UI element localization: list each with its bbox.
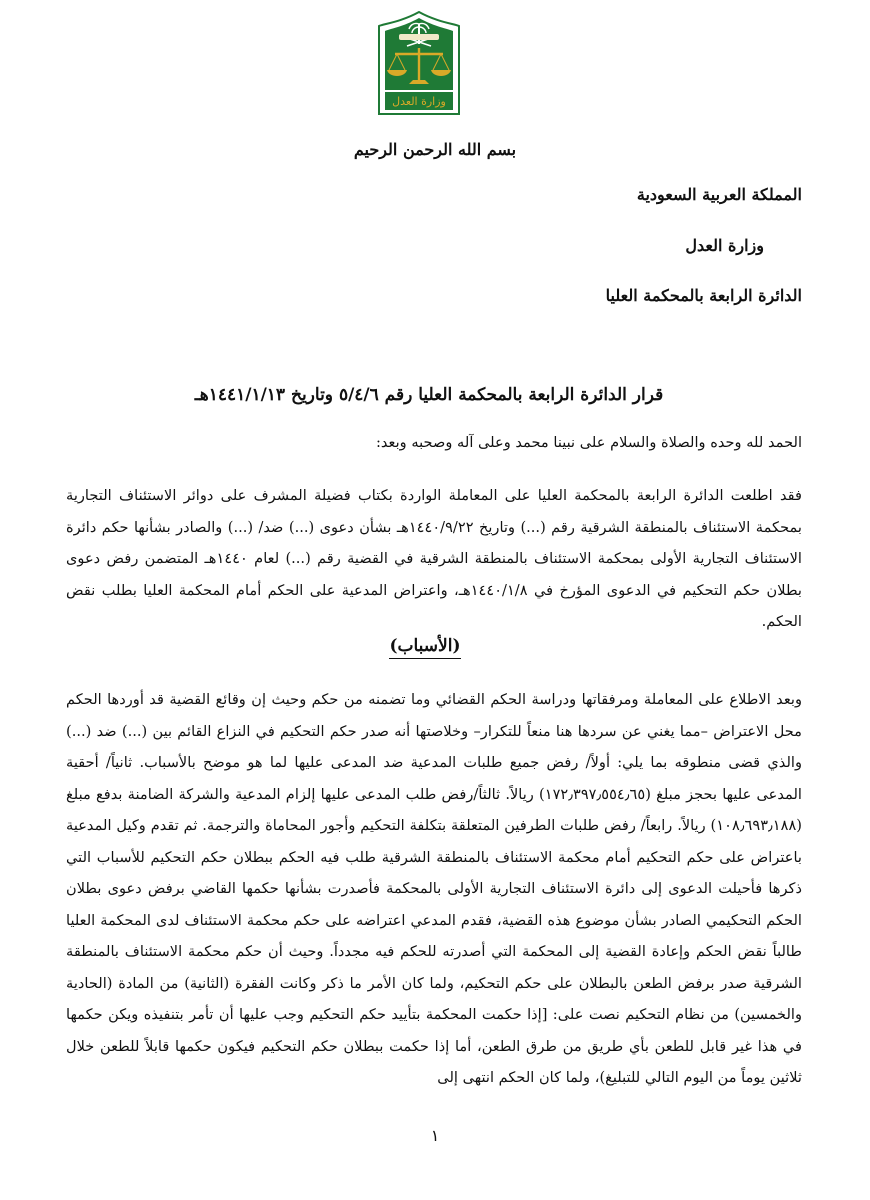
reasons-paragraph: وبعد الاطلاع على المعاملة ومرفقاتها ودراسة الحكم القضائي وما تضمنه من حكم وحيث إن وقائع القضية قد أوردها الحكم محل الاعتراض –مما يغني عن سردها هنا منعاً للتكرار– وخلاصتها أنه صدر حكم التحكيم في النزاع القائم بين (...) ضد (...) والذي قضى منطوقه بما يلي: أولاً/ رفض جميع طلبات المدعية ضد المدعى عليها لما هو موضح بالأسباب. ثانياً/ أحقية المدعى عليها بحجز مبلغ (١٧٢٫٣٩٧٫٥٥٤٫٦٥) ريالاً. ثالثاً/رفض طلب المدعى عليها إلزام المدعية والشركة الضامنة بدفع مبلغ (١٠٨٫٦٩٣٫١٨٨) ريالاً. رابعاً/ رفض طلبات الطرفين المتعلقة بتكلفة التحكيم وأجور المحاماة والترجمة. ثم تقدم وكيل المدعية باعتراض على حكم التحكيم أمام محكمة الاستئناف بالمنطقة الشرقية طلب فيه الحكم ببطلان حكم التحكيم للأسباب التي ذكرها فأحيلت الدعوى إلى دائرة الاستئناف التجارية الأولى بالمحكمة فأصدرت بشأنها حكمها القاضي برفض دعوى بطلان الحكم التحكيمي الصادر بشأن موضوع هذه القضية، فقدم المدعي اعتراضه على حكم محكمة الاستئناف لدى المحكمة العليا طالباً نقض الحكم وإعادة القضية إلى المحكمة التي أصدرته للحكم فيه مجدداً. وحيث أن حكم محكمة الاستئناف بالمنطقة الشرقية صدر برفض الطعن بالبطلان على حكم التحكيم، ولما كان الأمر ما ذكر وكانت الفقرة (الثانية) من المادة (الحادية والخمسين) من نظام التحكيم نصت على: [إذا حكمت المحكمة بتأييد حكم التحكيم وجب عليها أن تأمر بتنفيذه ويكن حكمها في هذا غير قابل للطعن بأي طريق من طرق الطعن، أما إذا حكمت ببطلان حكم التحكيم فيكون حكمها قابلاً للطعن خلال ثلاثين يوماً من اليوم التالي للتبليغ)، ولما كان الحكم انتهى إلى: [66, 691, 802, 1086]
facts-paragraph: فقد اطلعت الدائرة الرابعة بالمحكمة العليا على المعاملة الواردة بكتاب فضيلة المشرف على دوائر الاستئناف التجارية بمحكمة الاستئناف بالمنطقة الشرقية رقم (...) وتاريخ ١٤٤٠/٩/٢٢هـ بشأن دعوى (...) ضد/ (...) والصادر بشأنها حكم دائرة الاستئناف التجارية الأولى بمحكمة الاستئناف بالمنطقة الشرقية في القضية رقم (...) لعام ١٤٤٠هـ المتضمن رفض دعوى بطلان حكم التحكيم في الدعوى المؤرخ في ١٤٤٠/١/٨هـ، واعتراض المدعية على الحكم أمام المحكمة العليا بطلب نقض الحكم.: [66, 487, 802, 630]
ministry-name: وزارة العدل: [685, 236, 764, 255]
court-circuit-name: الدائرة الرابعة بالمحكمة العليا: [605, 286, 802, 305]
opening-paragraph: الحمد لله وحده والصلاة والسلام على نبينا محمد وعلى آله وصحبه وبعد:: [375, 434, 802, 451]
emblem-label: وزارة العدل: [392, 95, 446, 108]
page-number: ١: [430, 1126, 440, 1145]
reasons-heading-text: (الأسباب): [389, 636, 460, 659]
decision-title: قرار الدائرة الرابعة بالمحكمة العليا رقم ٥/٤/٦ وتاريخ ١٤٤١/١/١٣هـ: [194, 385, 664, 405]
basmala: بسم الله الرحمن الرحيم: [353, 140, 517, 159]
reasons-heading: [0, 636, 870, 656]
country-name: المملكة العربية السعودية: [636, 185, 802, 204]
ministry-of-justice-emblem: [377, 10, 461, 116]
scales-of-justice-icon: [377, 10, 461, 116]
